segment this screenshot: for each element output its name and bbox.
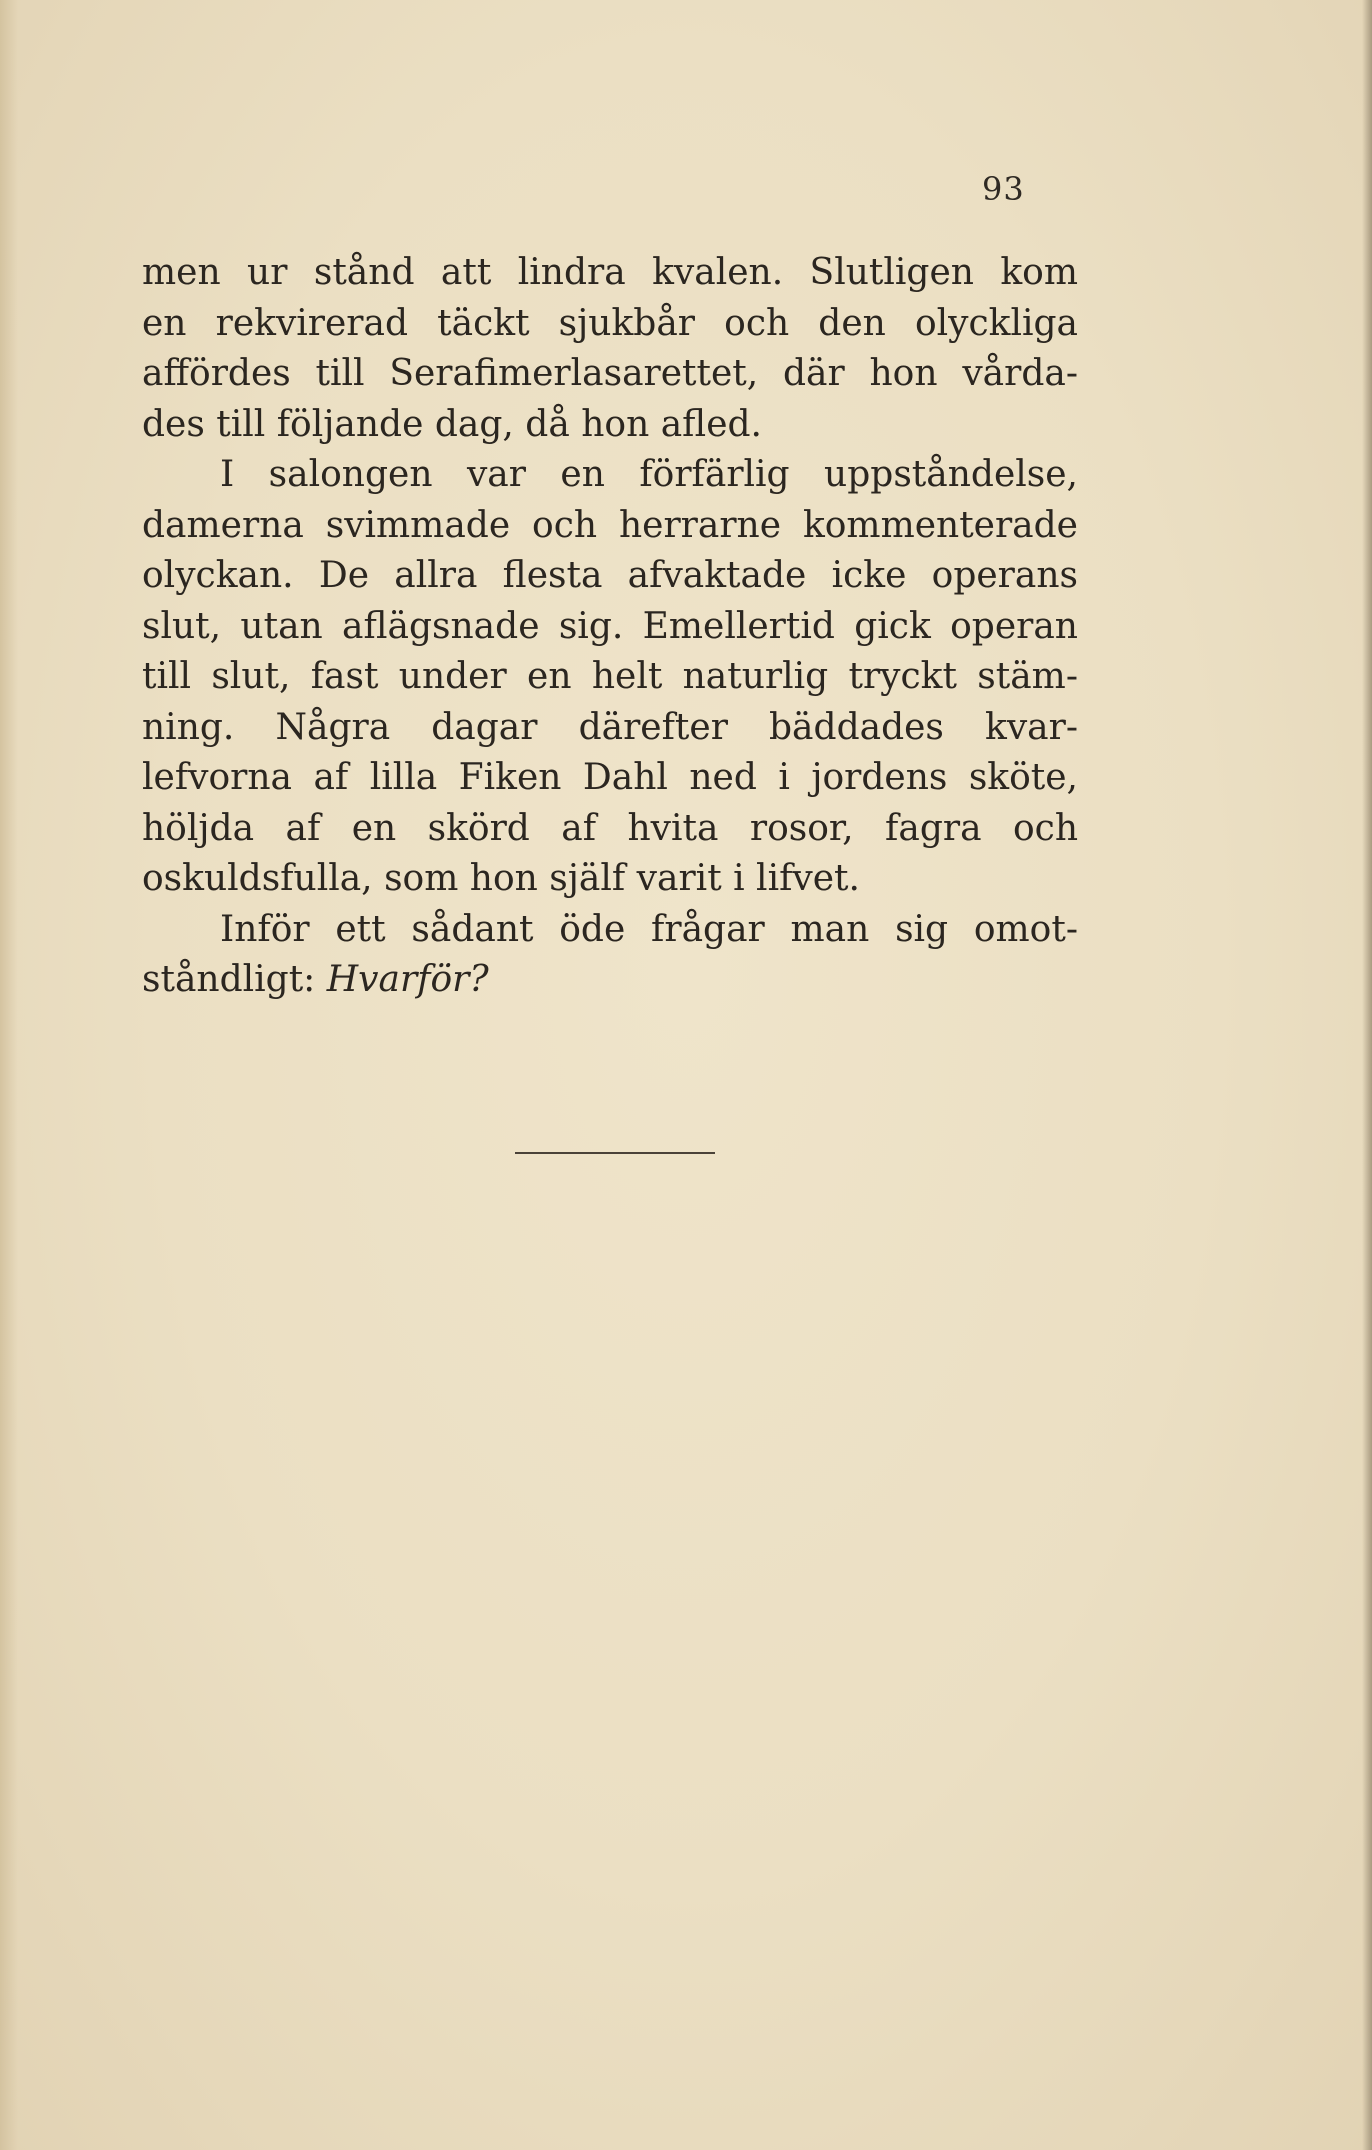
text-line: en rekvirerad täckt sjukbår och den olyckliga [142, 302, 1078, 344]
text-line: lefvorna af lilla Fiken Dahl ned i jordens sköte, [142, 757, 1078, 798]
text-line: damerna svimmade och herrarne kommenterade [142, 504, 1078, 546]
section-end-rule [515, 1152, 715, 1154]
final-line-prefix: ståndligt: [142, 959, 327, 1000]
page-number: 93 [982, 170, 1025, 208]
paragraph-start-line: I salongen var en förfärlig uppståndelse, [220, 454, 1078, 495]
body-text [142, 248, 1078, 1006]
page-edge-shadow-left [0, 0, 18, 2150]
text-line: olyckan. De allra flesta afvaktade icke operans [142, 555, 1078, 596]
page-edge-shadow-right [1362, 0, 1372, 2150]
final-text-line [142, 955, 1078, 1006]
text-line: ning. Några dagar därefter bäddades kvar- [142, 706, 1078, 748]
paragraph-start-line: Inför ett sådant öde frågar man sig omot- [220, 908, 1078, 950]
text-line: affördes till Serafimerlasarettet, där hon vårda- [142, 353, 1078, 394]
text-line: slut, utan aflägsnade sig. Emellertid gick operan [142, 605, 1078, 647]
text-line: men ur stånd att lindra kvalen. Slutligen kom [142, 252, 1078, 293]
text-line: des till följande dag, då hon afled. [142, 403, 762, 445]
text-line: höljda af en skörd af hvita rosor, fagra och [142, 807, 1078, 849]
text-line: till slut, fast under en helt naturlig tryckt stäm- [142, 656, 1078, 697]
text-line: oskuldsfulla, som hon själf varit i lifvet. [142, 858, 860, 899]
emphasized-word: Hvarför? [326, 959, 489, 1000]
